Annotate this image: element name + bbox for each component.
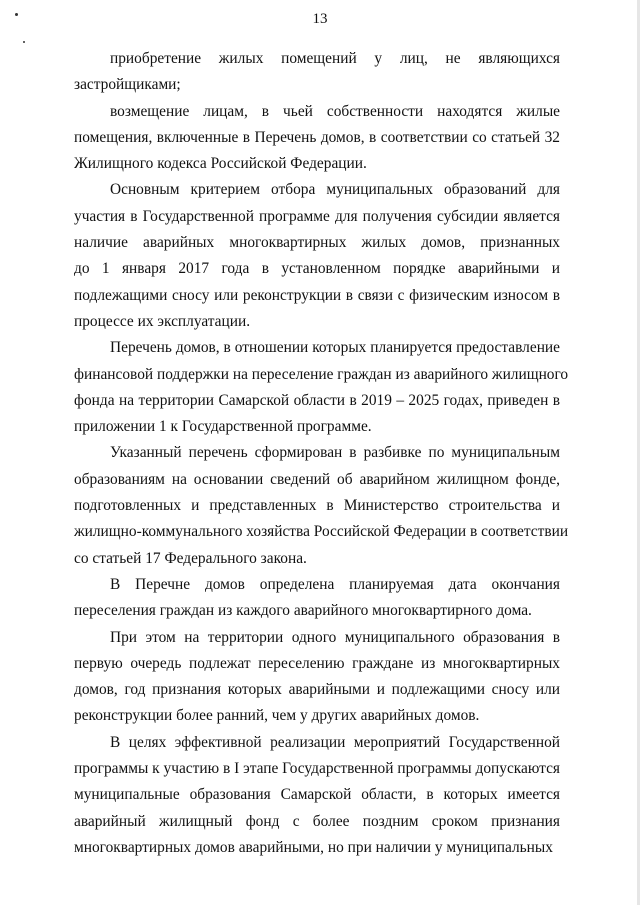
text-line: подготовленных и представленных в Министерство строительства и [74,497,560,515]
text-line: аварийный жилищный фонд с более поздним сроком признания [74,812,560,830]
text-line: подлежащими сносу или реконструкции в связи с физическим износом в [74,286,560,304]
text-line: первую очередь подлежат переселению граждане из многоквартирных [74,654,560,672]
text-line: Перечень домов, в отношении которых планируется предоставление [110,339,560,357]
text-line: Указанный перечень сформирован в разбивке по муниципальным [110,444,560,462]
page-number: 13 [312,11,328,27]
paragraph [74,335,569,440]
text-line: При этом на территории одного муниципального образования в [110,628,560,646]
text-line: В целях эффективной реализации мероприятий Государственной [110,733,560,751]
text-line: процессе их эксплуатации. [74,312,251,330]
text-line: участия в Государственной программе для получения субсидии является [74,207,560,225]
text-line: помещения, включенные в Перечень домов, в соответствии со статьей 32 [74,128,560,146]
text-line: застройщиками; [74,76,181,94]
paragraph [74,730,560,861]
text-line: В Перечне домов определена планируемая дата окончания [110,575,560,593]
text-line: муниципальные образования Самарской области, в которых имеется [74,786,560,804]
text-line: со статьей 17 Федерального закона. [74,549,307,567]
paragraph [74,177,560,335]
text-line: приложении 1 к Государственной программе. [74,418,372,436]
text-line: приобретение жилых помещений у лиц, не являющихся [110,50,560,67]
text-line: Основным критерием отбора муниципальных образований для [110,181,560,199]
text-line: программы к участию в I этапе Государственной программы допускаются [74,760,560,778]
text-line: домов, год признания которых аварийными и подлежащими сносу или [74,681,560,699]
text-line: реконструкции более ранний, чем у других аварийных домов. [74,707,480,725]
scan-speck [23,41,25,43]
text-line: фонда на территории Самарской области в 2019 – 2025 годах, приведен в [74,391,560,409]
paragraph [74,99,560,178]
paragraph [74,625,560,730]
text-line: многоквартирных домов аварийными, но при наличии у муниципальных [74,838,553,856]
text-line: жилищно-коммунального хозяйства Российской Федерации в соответствии [74,523,569,541]
paragraph [74,440,569,571]
document-body [74,46,569,861]
text-line: финансовой поддержки на переселение граждан из аварийного жилищного [74,365,569,383]
paragraph [74,572,560,625]
text-line: возмещение лицам, в чьей собственности находятся жилые [110,102,560,120]
text-line: наличие аварийных многоквартирных жилых домов, признанных [74,234,560,252]
text-line: до 1 января 2017 года в установленном порядке аварийными и [74,260,560,278]
text-line: переселения граждан из каждого аварийного многоквартирного дома. [74,602,532,620]
text-line: образованиям на основании сведений об аварийном жилищном фонде, [74,470,560,488]
text-line: Жилищного кодекса Российской Федерации. [74,155,367,173]
paragraph [74,46,560,99]
